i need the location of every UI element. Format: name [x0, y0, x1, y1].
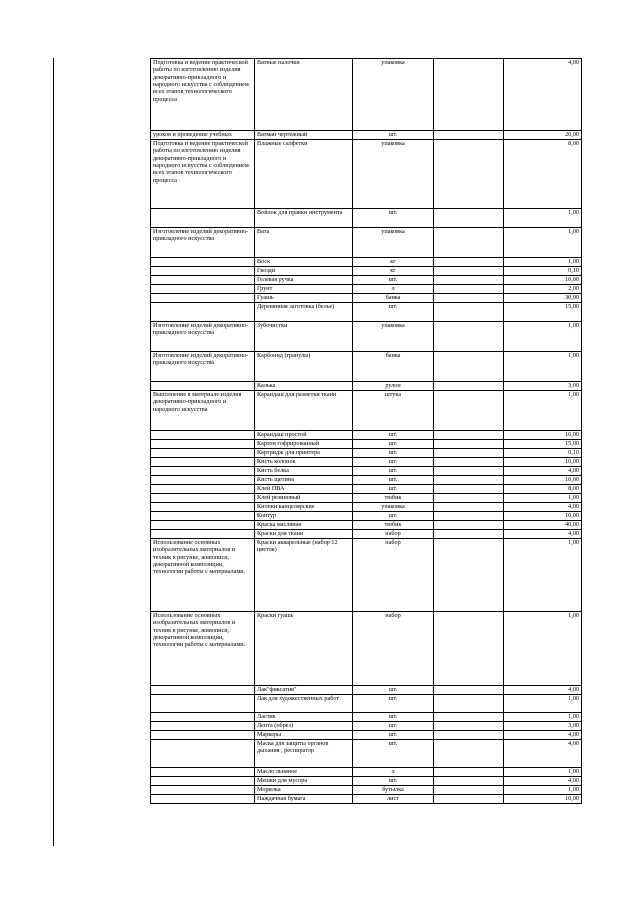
activity-cell: Изготовление изделий декоративно-прикладного искусства [151, 228, 255, 258]
empty-cell [434, 440, 504, 449]
table-row [151, 768, 582, 777]
empty-cell [434, 303, 504, 322]
activity-cell [151, 276, 255, 285]
unit-cell: шт. [353, 722, 434, 731]
empty-cell [434, 276, 504, 285]
quantity-cell: 10,00 [504, 476, 582, 485]
empty-cell [434, 722, 504, 731]
empty-cell [434, 777, 504, 786]
empty-cell [434, 352, 504, 382]
unit-cell: шт. [353, 512, 434, 521]
table-row [151, 686, 582, 695]
unit-cell: упаковка [353, 322, 434, 352]
material-name-cell: Вата [255, 228, 353, 258]
unit-cell: кг [353, 267, 434, 276]
material-name-cell: Морилка [255, 786, 353, 795]
activity-cell: Использование основных изобразительных материалов и техник в рисунке, живописи, декоративной композиции, технологии работы с материалами. [151, 612, 255, 686]
material-name-cell: Наждачная бумага [255, 795, 353, 804]
activity-cell [151, 258, 255, 267]
material-name-cell: Краски гуашь [255, 612, 353, 686]
table-row [151, 285, 582, 294]
activity-cell [151, 285, 255, 294]
quantity-cell: 1,00 [504, 228, 582, 258]
quantity-cell: 4,00 [504, 777, 582, 786]
table-row [151, 503, 582, 512]
unit-cell: шт. [353, 485, 434, 494]
quantity-cell: 16,00 [504, 431, 582, 440]
table-row [151, 458, 582, 467]
empty-cell [434, 539, 504, 612]
unit-cell: штука [353, 391, 434, 431]
unit-cell: тюбик [353, 521, 434, 530]
material-name-cell: Масло льняное [255, 768, 353, 777]
activity-cell: Изготовление изделий декоративно-прикладного искусства [151, 352, 255, 382]
table-row [151, 722, 582, 731]
empty-cell [434, 285, 504, 294]
activity-cell: Подготовка и ведение практической работы по изготовлению изделия декоративно-прикладного и народного искусства с соблюдением всех этапов технологического процесса [151, 59, 255, 131]
activity-cell [151, 494, 255, 503]
quantity-cell: 4,00 [504, 686, 582, 695]
quantity-cell: 10,00 [504, 276, 582, 285]
unit-cell: шт. [353, 731, 434, 740]
quantity-cell: 3,00 [504, 382, 582, 391]
material-name-cell: Краска масляная [255, 521, 353, 530]
material-name-cell: Войлок для правки инструмента [255, 209, 353, 228]
activity-cell [151, 476, 255, 485]
table-row [151, 612, 582, 686]
material-name-cell: Карандаш для разметки ткани [255, 391, 353, 431]
material-name-cell: Кисть колонок [255, 458, 353, 467]
unit-cell: набор [353, 539, 434, 612]
empty-cell [434, 521, 504, 530]
table-row [151, 59, 582, 131]
activity-cell: Выполнение в материале изделия декоративно-прикладного и народного искусства [151, 391, 255, 431]
activity-cell [151, 530, 255, 539]
material-name-cell: Клей ПВА [255, 485, 353, 494]
unit-cell: шт. [353, 276, 434, 285]
empty-cell [434, 267, 504, 276]
unit-cell: набор [353, 612, 434, 686]
quantity-cell: 8,00 [504, 140, 582, 209]
material-name-cell: Лак для художественных работ [255, 695, 353, 713]
activity-cell [151, 503, 255, 512]
material-name-cell: Краски для ткани [255, 530, 353, 539]
table-row [151, 476, 582, 485]
activity-cell: Изготовление изделий декоративно-прикладного искусства [151, 322, 255, 352]
material-name-cell: Маска для защиты органов дыхания , респиратор [255, 740, 353, 768]
table-row [151, 140, 582, 209]
empty-cell [434, 209, 504, 228]
activity-cell [151, 695, 255, 713]
unit-cell: лист [353, 795, 434, 804]
empty-cell [434, 258, 504, 267]
unit-cell: л [353, 768, 434, 777]
quantity-cell: 1,00 [504, 768, 582, 777]
activity-cell: Подготовка и ведение практической работы по изготовлению изделия декоративно-прикладного и народного искусства с соблюдением всех этапов технологического процесса [151, 140, 255, 209]
material-name-cell: Лак"фиксатив" [255, 686, 353, 695]
table-row [151, 731, 582, 740]
table-row [151, 530, 582, 539]
activity-cell [151, 777, 255, 786]
unit-cell: л [353, 285, 434, 294]
quantity-cell: 2,00 [504, 285, 582, 294]
material-name-cell: Кисть щетина [255, 476, 353, 485]
activity-cell: Использование основных изобразительных материалов и техник в рисунке, живописи, декоративной композиции, технологии работы с материалами. [151, 539, 255, 612]
quantity-cell: 15,00 [504, 303, 582, 322]
unit-cell: упаковка [353, 140, 434, 209]
unit-cell: рулон [353, 382, 434, 391]
empty-cell [434, 740, 504, 768]
activity-cell [151, 449, 255, 458]
material-name-cell: Карбонид (гранулы) [255, 352, 353, 382]
material-name-cell: Воск [255, 258, 353, 267]
unit-cell: шт. [353, 476, 434, 485]
empty-cell [434, 494, 504, 503]
empty-cell [434, 140, 504, 209]
table-row [151, 209, 582, 228]
unit-cell: упаковка [353, 503, 434, 512]
table-row [151, 539, 582, 612]
material-name-cell: Ватные палочки [255, 59, 353, 131]
quantity-cell: 1,00 [504, 258, 582, 267]
table-row [151, 449, 582, 458]
table-row [151, 494, 582, 503]
activity-cell [151, 294, 255, 303]
table-row [151, 131, 582, 140]
material-name-cell: Контур [255, 512, 353, 521]
material-name-cell: Гвозди [255, 267, 353, 276]
table-row [151, 294, 582, 303]
empty-cell [434, 731, 504, 740]
material-name-cell: Мешки для мусора [255, 777, 353, 786]
empty-cell [434, 695, 504, 713]
empty-cell [434, 713, 504, 722]
quantity-cell: 30,00 [504, 294, 582, 303]
table-row [151, 777, 582, 786]
quantity-cell: 4,00 [504, 530, 582, 539]
table-row [151, 521, 582, 530]
empty-cell [434, 768, 504, 777]
table-row [151, 352, 582, 382]
table-row [151, 512, 582, 521]
quantity-cell: 1,00 [504, 695, 582, 713]
empty-cell [434, 686, 504, 695]
empty-cell [434, 476, 504, 485]
quantity-cell: 4,00 [504, 467, 582, 476]
unit-cell: упаковка [353, 228, 434, 258]
material-name-cell: Ватман чертежный [255, 131, 353, 140]
quantity-cell: 10,00 [504, 458, 582, 467]
unit-cell: шт. [353, 431, 434, 440]
material-name-cell: Гелевая ручка [255, 276, 353, 285]
activity-cell [151, 768, 255, 777]
unit-cell: шт. [353, 713, 434, 722]
materials-table [150, 58, 582, 804]
empty-cell [434, 795, 504, 804]
unit-cell: шт. [353, 303, 434, 322]
unit-cell: шт. [353, 458, 434, 467]
table-row [151, 740, 582, 768]
unit-cell: набор [353, 530, 434, 539]
unit-cell: шт. [353, 467, 434, 476]
activity-cell [151, 722, 255, 731]
quantity-cell: 1,00 [504, 494, 582, 503]
quantity-cell: 1,00 [504, 391, 582, 431]
quantity-cell: 8,00 [504, 485, 582, 494]
material-name-cell: Грунт [255, 285, 353, 294]
activity-cell [151, 485, 255, 494]
empty-cell [434, 59, 504, 131]
empty-cell [434, 458, 504, 467]
activity-cell [151, 795, 255, 804]
material-name-cell: Картон гофрированный [255, 440, 353, 449]
material-name-cell: Маркеры [255, 731, 353, 740]
quantity-cell: 1,00 [504, 612, 582, 686]
material-name-cell: Влажные салфетки [255, 140, 353, 209]
table-row [151, 267, 582, 276]
activity-cell [151, 467, 255, 476]
activity-cell [151, 786, 255, 795]
quantity-cell: 4,00 [504, 740, 582, 768]
material-name-cell: Кнопки канцелярские [255, 503, 353, 512]
unit-cell: шт. [353, 440, 434, 449]
quantity-cell: 4,00 [504, 59, 582, 131]
quantity-cell: 1,00 [504, 713, 582, 722]
material-name-cell: Карандаш простой [255, 431, 353, 440]
activity-cell [151, 740, 255, 768]
table-row [151, 382, 582, 391]
table-row [151, 431, 582, 440]
quantity-cell: 3,00 [504, 722, 582, 731]
empty-cell [434, 530, 504, 539]
table-row [151, 391, 582, 431]
unit-cell: банка [353, 352, 434, 382]
quantity-cell: 10,00 [504, 512, 582, 521]
activity-cell [151, 209, 255, 228]
empty-cell [434, 503, 504, 512]
unit-cell: кг [353, 258, 434, 267]
activity-cell [151, 440, 255, 449]
unit-cell: тюбик [353, 494, 434, 503]
unit-cell: бутылка [353, 786, 434, 795]
quantity-cell: 10,00 [504, 795, 582, 804]
empty-cell [434, 228, 504, 258]
quantity-cell: 4,00 [504, 503, 582, 512]
empty-cell [434, 612, 504, 686]
unit-cell: шт. [353, 131, 434, 140]
empty-cell [434, 431, 504, 440]
table-row [151, 485, 582, 494]
empty-cell [434, 786, 504, 795]
quantity-cell: 1,00 [504, 539, 582, 612]
table-row [151, 228, 582, 258]
material-name-cell: Краски акварельные (набор 12 цветов) [255, 539, 353, 612]
materials-table-body [151, 59, 582, 804]
table-row [151, 786, 582, 795]
unit-cell: шт. [353, 686, 434, 695]
unit-cell: банка [353, 294, 434, 303]
quantity-cell: 1,00 [504, 322, 582, 352]
activity-cell [151, 521, 255, 530]
material-name-cell: Деревянная заготовка (белье) [255, 303, 353, 322]
unit-cell: упаковка [353, 59, 434, 131]
table-row [151, 713, 582, 722]
table-row [151, 795, 582, 804]
material-name-cell: Ластик [255, 713, 353, 722]
unit-cell: шт. [353, 449, 434, 458]
empty-cell [434, 485, 504, 494]
empty-cell [434, 467, 504, 476]
activity-cell [151, 512, 255, 521]
material-name-cell: Лента (обрез) [255, 722, 353, 731]
quantity-cell: 1,00 [504, 786, 582, 795]
activity-cell [151, 382, 255, 391]
table-row [151, 322, 582, 352]
quantity-cell: 20,00 [504, 131, 582, 140]
material-name-cell: Картридж для принтера [255, 449, 353, 458]
quantity-cell: 4,00 [504, 731, 582, 740]
table-row [151, 695, 582, 713]
activity-cell [151, 267, 255, 276]
empty-cell [434, 449, 504, 458]
empty-cell [434, 322, 504, 352]
empty-cell [434, 391, 504, 431]
unit-cell: шт. [353, 740, 434, 768]
table-row [151, 467, 582, 476]
activity-cell: уроков и проведение учебных [151, 131, 255, 140]
empty-cell [434, 382, 504, 391]
table-row [151, 258, 582, 267]
empty-cell [434, 512, 504, 521]
material-name-cell: Зубочистки [255, 322, 353, 352]
margin-line [53, 58, 54, 846]
unit-cell: шт. [353, 695, 434, 713]
material-name-cell: Гуашь [255, 294, 353, 303]
activity-cell [151, 713, 255, 722]
material-name-cell: Кисть белка [255, 467, 353, 476]
quantity-cell: 0,10 [504, 449, 582, 458]
empty-cell [434, 294, 504, 303]
quantity-cell: 1,00 [504, 209, 582, 228]
activity-cell [151, 431, 255, 440]
quantity-cell: 0,10 [504, 267, 582, 276]
material-name-cell: Калька [255, 382, 353, 391]
table-row [151, 276, 582, 285]
unit-cell: шт. [353, 209, 434, 228]
material-name-cell: Клей резиновый [255, 494, 353, 503]
activity-cell [151, 458, 255, 467]
empty-cell [434, 131, 504, 140]
quantity-cell: 1,00 [504, 352, 582, 382]
quantity-cell: 15,00 [504, 440, 582, 449]
activity-cell [151, 686, 255, 695]
unit-cell: шт. [353, 777, 434, 786]
activity-cell [151, 731, 255, 740]
table-row [151, 440, 582, 449]
activity-cell [151, 303, 255, 322]
quantity-cell: 40,00 [504, 521, 582, 530]
table-row [151, 303, 582, 322]
